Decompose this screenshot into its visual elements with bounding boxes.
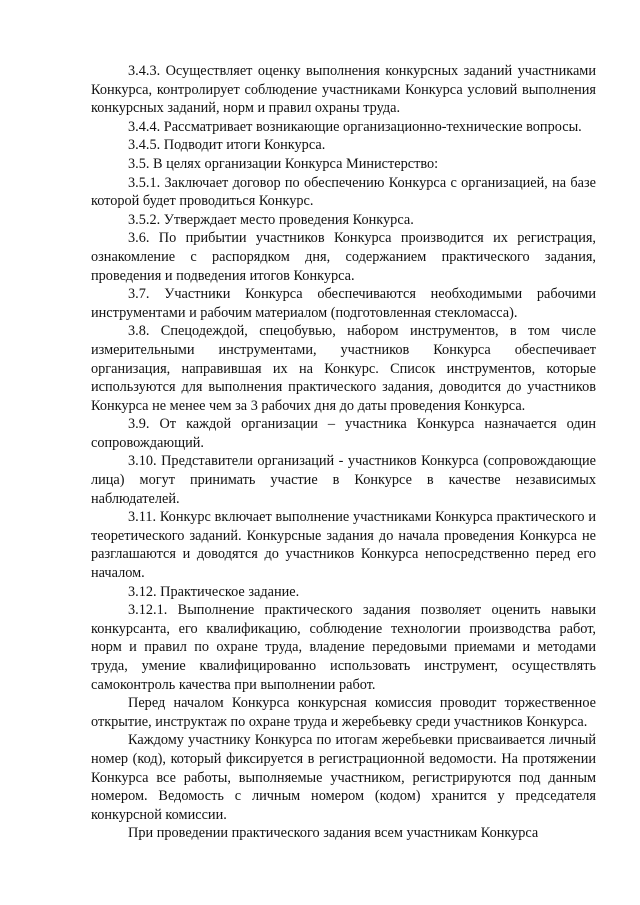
paragraph-3-4-5: 3.4.5. Подводит итоги Конкурса. <box>128 137 326 154</box>
paragraph-3-5-1: 3.5.1. Заключает договор по обеспечению Конкурса с организацией, на базе которой будет проводиться Конкурс. <box>91 174 596 210</box>
paragraph-3-5-2: 3.5.2. Утверждает место проведения Конкурса. <box>128 211 414 228</box>
paragraph-3-9: 3.9. От каждой организации – участника Конкурса назначается один сопровождающий. <box>91 416 596 451</box>
paragraph-3-7: 3.7. Участники Конкурса обеспечиваются необходимыми рабочими инструментами и рабочим материалом (подготовленная стекломасса). <box>91 286 596 321</box>
paragraph-opening: Перед началом Конкурса конкурсная комиссия проводит торжественное открытие, инструктаж по охране труда и жеребьевку среди участников Конкурса. <box>91 695 596 730</box>
paragraph-practical-task: При проведении практического задания всем участникам Конкурса <box>128 825 539 842</box>
paragraph-3-8: 3.8. Спецодеждой, спецобувью, набором инструментов, в том числе измерительными инструментами, участников Конкурса обеспечивает организация, направившая их на Конкурс. Список инструментов, которые используются для выполнения практического задания, доводится до участников Конкурса не менее чем за 3 рабочих дня до даты проведения Конкурса. <box>91 323 596 414</box>
paragraph-3-10: 3.10. Представители организаций - участников Конкурса (сопровождающие лица) могут принимать участие в Конкурсе в качестве независимых наблюдателей. <box>91 453 596 507</box>
paragraph-3-12: 3.12. Практическое задание. <box>128 583 300 600</box>
paragraph-3-11: 3.11. Конкурс включает выполнение участниками Конкурса практического и теоретического заданий. Конкурсные задания до начала проведения Конкурса не разглашаются и доводятся до участников Конкурса непосредственно перед его началом. <box>91 509 596 582</box>
paragraph-3-5: 3.5. В целях организации Конкурса Министерство: <box>128 155 439 172</box>
paragraph-3-6: 3.6. По прибытии участников Конкурса производится их регистрация, ознакомление с распорядком дня, содержанием практического задания, проведения и подведения итогов Конкурса. <box>91 230 596 284</box>
paragraph-personal-number: Каждому участнику Конкурса по итогам жеребьевки присваивается личный номер (код), который фиксируется в регистрационной ведомости. На протяжении Конкурса все работы, выполняемые участником, регистрируются под данным номером. Ведомость с личным номером (кодом) хранится у председателя конкурсной комиссии. <box>91 732 596 823</box>
paragraph-3-12-1: 3.12.1. Выполнение практического задания позволяет оценить навыки конкурсанта, его квалификацию, соблюдение технологии производства работ, норм и правил по охране труда, владение передовыми приемами и методами труда, умение квалифицированно использовать инструмент, осуществлять самоконтроль качества при выполнении работ. <box>91 602 596 693</box>
paragraph-3-4-4: 3.4.4. Рассматривает возникающие организационно-технические вопросы. <box>128 118 582 135</box>
document-page <box>91 62 596 843</box>
paragraph-3-4-3: 3.4.3. Осуществляет оценку выполнения конкурсных заданий участниками Конкурса, контролирует соблюдение участниками Конкурса условий выполнения конкурсных заданий, норм и правил охраны труда. <box>91 63 596 117</box>
